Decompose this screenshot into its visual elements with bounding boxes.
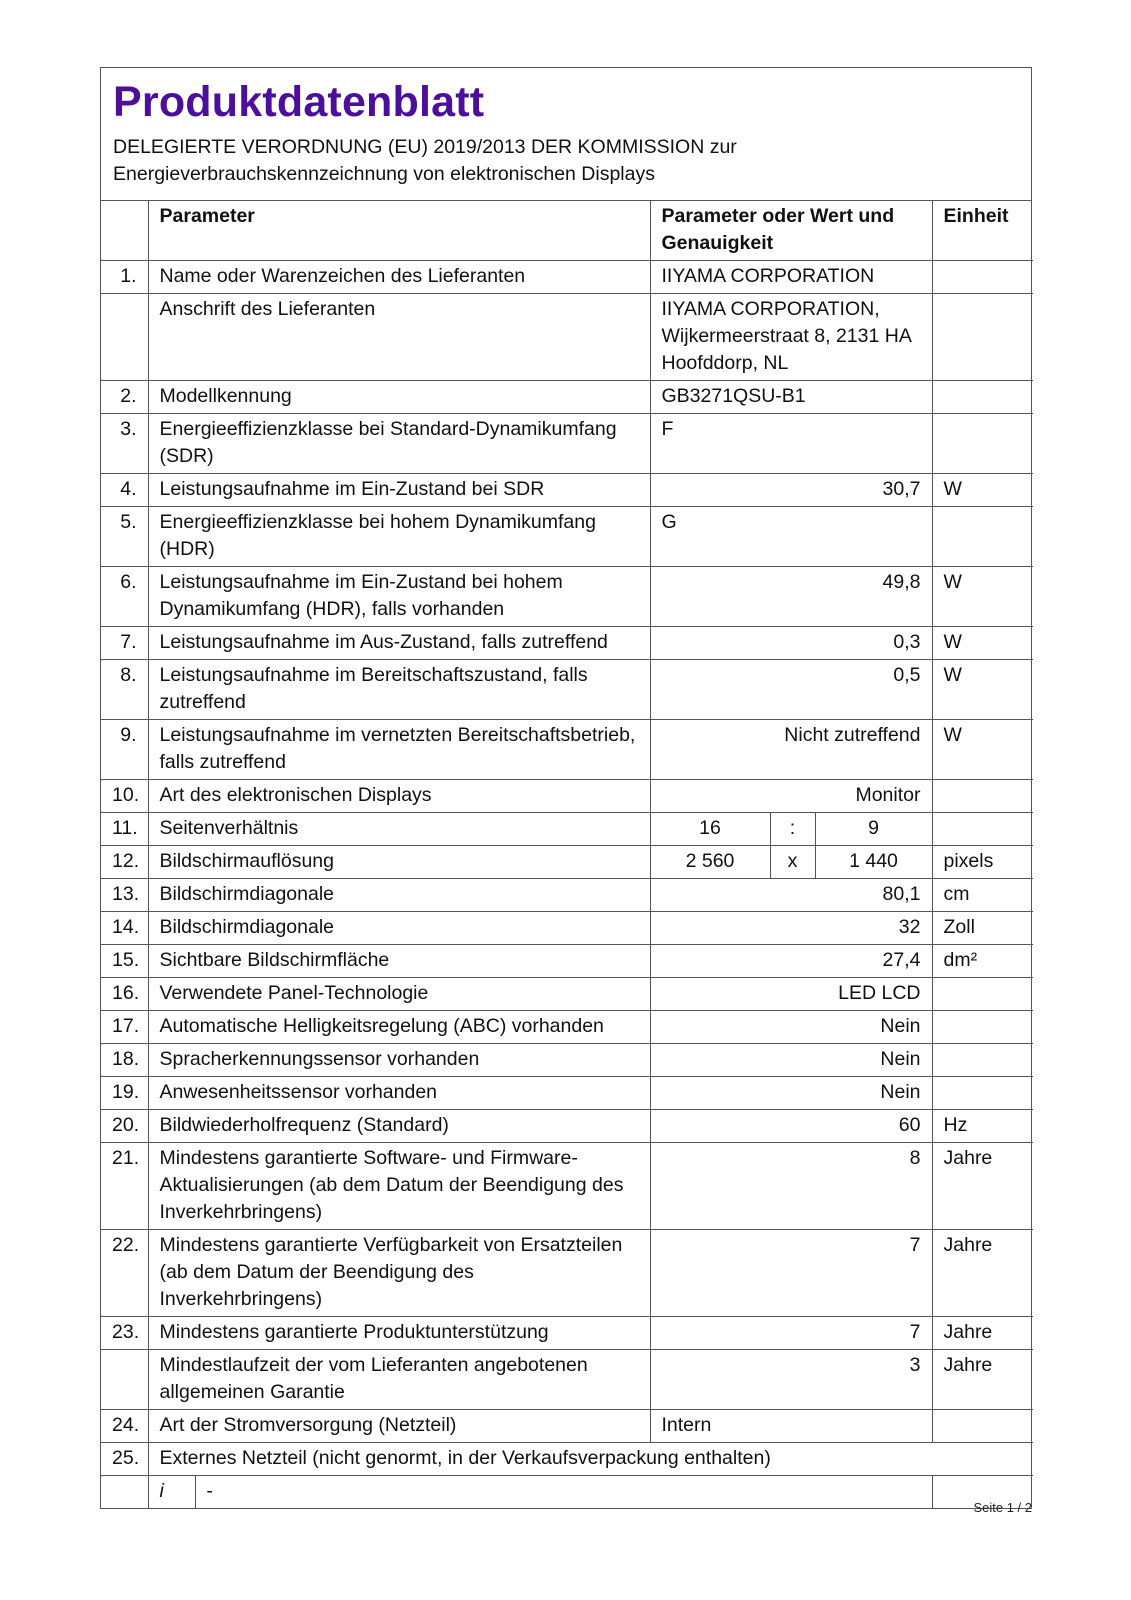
row-value: IIYAMA CORPORATION, Wijkermeerstraat 8, 2131 HA Hoofddorp, NL — [650, 294, 932, 381]
row-value: Nein — [650, 1044, 932, 1077]
row-unit: W — [932, 627, 1033, 660]
table-row — [101, 261, 1033, 294]
table-row — [101, 1044, 1033, 1077]
table-row — [101, 1350, 1033, 1410]
row-unit — [932, 780, 1033, 813]
table-row — [101, 945, 1033, 978]
row-value: LED LCD — [650, 978, 932, 1011]
row-value: GB3271QSU-B1 — [650, 381, 932, 414]
row-number: 7. — [101, 627, 148, 660]
ratio-separator: : — [770, 813, 815, 846]
subtitle-line-2: Energieverbrauchskennzeichnung von elektronischen Displays — [113, 163, 655, 185]
row-number: 24. — [101, 1410, 148, 1443]
row-value: Nicht zutreffend — [650, 720, 932, 780]
row-label: Verwendete Panel-Technologie — [148, 978, 650, 1011]
row-number: 23. — [101, 1317, 148, 1350]
row-label: Bildschirmdiagonale — [148, 879, 650, 912]
table-row — [101, 660, 1033, 720]
row-number: 1. — [101, 261, 148, 294]
row-label: Automatische Helligkeitsregelung (ABC) vorhanden — [148, 1011, 650, 1044]
row-unit: pixels — [932, 846, 1033, 879]
row-unit — [932, 978, 1033, 1011]
row-unit: W — [932, 720, 1033, 780]
row-number: 20. — [101, 1110, 148, 1143]
row-unit: Jahre — [932, 1317, 1033, 1350]
row-label: Sichtbare Bildschirmfläche — [148, 945, 650, 978]
row-label: Art der Stromversorgung (Netzteil) — [148, 1410, 650, 1443]
row-value: Nein — [650, 1077, 932, 1110]
table-row — [101, 294, 1033, 381]
row-label: Energieeffizienzklasse bei Standard-Dynamikumfang (SDR) — [148, 414, 650, 474]
row-number: 18. — [101, 1044, 148, 1077]
row-unit — [932, 1011, 1033, 1044]
row-label: Mindestens garantierte Produktunterstützung — [148, 1317, 650, 1350]
row-number: 19. — [101, 1077, 148, 1110]
row-number: 17. — [101, 1011, 148, 1044]
table-row — [101, 1011, 1033, 1044]
table-row — [101, 813, 1033, 846]
row-number: 11. — [101, 813, 148, 846]
table-row — [101, 978, 1033, 1011]
subtitle-line-1: DELEGIERTE VERORDNUNG (EU) 2019/2013 DER KOMMISSION zur — [113, 136, 737, 158]
row-number: 6. — [101, 567, 148, 627]
row-label: Seitenverhältnis — [148, 813, 650, 846]
row-number: 12. — [101, 846, 148, 879]
row-value: Monitor — [650, 780, 932, 813]
ratio-width: 16 — [650, 813, 770, 846]
page-number: Seite 1 / 2 — [973, 1500, 1032, 1515]
row-number: 8. — [101, 660, 148, 720]
row-value: IIYAMA CORPORATION — [650, 261, 932, 294]
row-unit — [932, 1410, 1033, 1443]
table-row — [101, 1317, 1033, 1350]
row-number: 15. — [101, 945, 148, 978]
row-value: 30,7 — [650, 474, 932, 507]
product-datasheet — [100, 67, 1032, 1509]
resolution-separator: x — [770, 846, 815, 879]
header-parameter: Parameter — [148, 201, 650, 261]
table-row — [101, 1443, 1033, 1476]
sub-value: - — [195, 1476, 932, 1509]
row-unit — [932, 1077, 1033, 1110]
row-number: 9. — [101, 720, 148, 780]
row-label: Bildschirmauflösung — [148, 846, 650, 879]
row-unit: Jahre — [932, 1350, 1033, 1410]
table-row — [101, 1230, 1033, 1317]
row-value: 49,8 — [650, 567, 932, 627]
row-unit — [932, 507, 1033, 567]
table-row — [101, 1476, 1033, 1509]
row-number — [101, 294, 148, 381]
table-header-row — [101, 201, 1033, 261]
row-label: Leistungsaufnahme im Ein-Zustand bei SDR — [148, 474, 650, 507]
row-value: 7 — [650, 1317, 932, 1350]
row-value: 8 — [650, 1143, 932, 1230]
row-value: F — [650, 414, 932, 474]
row-unit — [932, 294, 1033, 381]
row-label: Leistungsaufnahme im vernetzten Bereitschaftsbetrieb, falls zutreffend — [148, 720, 650, 780]
row-value: Nein — [650, 1011, 932, 1044]
row-unit — [932, 414, 1033, 474]
row-unit: W — [932, 474, 1033, 507]
row-label: Name oder Warenzeichen des Lieferanten — [148, 261, 650, 294]
table-row — [101, 474, 1033, 507]
row-unit: Jahre — [932, 1230, 1033, 1317]
row-value: 27,4 — [650, 945, 932, 978]
row-label-wide: Externes Netzteil (nicht genormt, in der Verkaufsverpackung enthalten) — [148, 1443, 1033, 1476]
table-row — [101, 1077, 1033, 1110]
row-label: Mindestlaufzeit der vom Lieferanten angebotenen allgemeinen Garantie — [148, 1350, 650, 1410]
resolution-width: 2 560 — [650, 846, 770, 879]
row-number: 21. — [101, 1143, 148, 1230]
row-label: Mindestens garantierte Software- und Firmware-Aktualisierungen (ab dem Datum der Beendigung des Inverkehrbringens) — [148, 1143, 650, 1230]
row-number: 3. — [101, 414, 148, 474]
table-row — [101, 846, 1033, 879]
row-number: 10. — [101, 780, 148, 813]
row-label: Energieeffizienzklasse bei hohem Dynamikumfang (HDR) — [148, 507, 650, 567]
row-unit: Hz — [932, 1110, 1033, 1143]
row-value: G — [650, 507, 932, 567]
row-number: 13. — [101, 879, 148, 912]
table-row — [101, 879, 1033, 912]
header-unit: Einheit — [932, 201, 1033, 261]
row-unit: dm² — [932, 945, 1033, 978]
row-unit: Jahre — [932, 1143, 1033, 1230]
row-number: 25. — [101, 1443, 148, 1476]
row-unit — [932, 813, 1033, 846]
row-label: Leistungsaufnahme im Ein-Zustand bei hohem Dynamikumfang (HDR), falls vorhanden — [148, 567, 650, 627]
table-row — [101, 912, 1033, 945]
table-row — [101, 1143, 1033, 1230]
row-unit — [932, 1044, 1033, 1077]
row-value: 80,1 — [650, 879, 932, 912]
row-number: 2. — [101, 381, 148, 414]
row-unit: cm — [932, 879, 1033, 912]
row-value: 0,3 — [650, 627, 932, 660]
row-label: Modellkennung — [148, 381, 650, 414]
row-unit: W — [932, 660, 1033, 720]
header-num-cell — [101, 201, 148, 261]
table-row — [101, 507, 1033, 567]
table-row — [101, 381, 1033, 414]
table-row — [101, 567, 1033, 627]
parameter-table — [101, 201, 1033, 1508]
table-row — [101, 414, 1033, 474]
datasheet-header — [101, 68, 1031, 201]
row-number: 16. — [101, 978, 148, 1011]
row-label: Art des elektronischen Displays — [148, 780, 650, 813]
row-number — [101, 1350, 148, 1410]
row-label: Spracherkennungssensor vorhanden — [148, 1044, 650, 1077]
row-unit — [932, 381, 1033, 414]
row-number: 22. — [101, 1230, 148, 1317]
table-row — [101, 720, 1033, 780]
row-value: 3 — [650, 1350, 932, 1410]
sub-index: i — [148, 1476, 195, 1509]
table-row — [101, 1410, 1033, 1443]
header-value: Parameter oder Wert und Genauigkeit — [650, 201, 932, 261]
ratio-height: 9 — [815, 813, 932, 846]
row-label: Leistungsaufnahme im Bereitschaftszustand, falls zutreffend — [148, 660, 650, 720]
row-number: 5. — [101, 507, 148, 567]
page-title: Produktdatenblatt — [113, 78, 485, 126]
row-value: 7 — [650, 1230, 932, 1317]
row-value: 32 — [650, 912, 932, 945]
row-value: 0,5 — [650, 660, 932, 720]
row-value: 60 — [650, 1110, 932, 1143]
row-unit: Zoll — [932, 912, 1033, 945]
row-label: Bildschirmdiagonale — [148, 912, 650, 945]
row-label: Anwesenheitssensor vorhanden — [148, 1077, 650, 1110]
row-label: Leistungsaufnahme im Aus-Zustand, falls zutreffend — [148, 627, 650, 660]
row-value: Intern — [650, 1410, 932, 1443]
row-label: Anschrift des Lieferanten — [148, 294, 650, 381]
row-unit — [932, 261, 1033, 294]
row-number: 14. — [101, 912, 148, 945]
row-label: Bildwiederholfrequenz (Standard) — [148, 1110, 650, 1143]
regulation-subtitle — [113, 134, 1019, 188]
table-row — [101, 1110, 1033, 1143]
row-unit: W — [932, 567, 1033, 627]
sub-empty-cell — [101, 1476, 148, 1509]
table-row — [101, 627, 1033, 660]
table-row — [101, 780, 1033, 813]
row-number: 4. — [101, 474, 148, 507]
row-label: Mindestens garantierte Verfügbarkeit von Ersatzteilen (ab dem Datum der Beendigung des Inverkehrbringens) — [148, 1230, 650, 1317]
resolution-height: 1 440 — [815, 846, 932, 879]
